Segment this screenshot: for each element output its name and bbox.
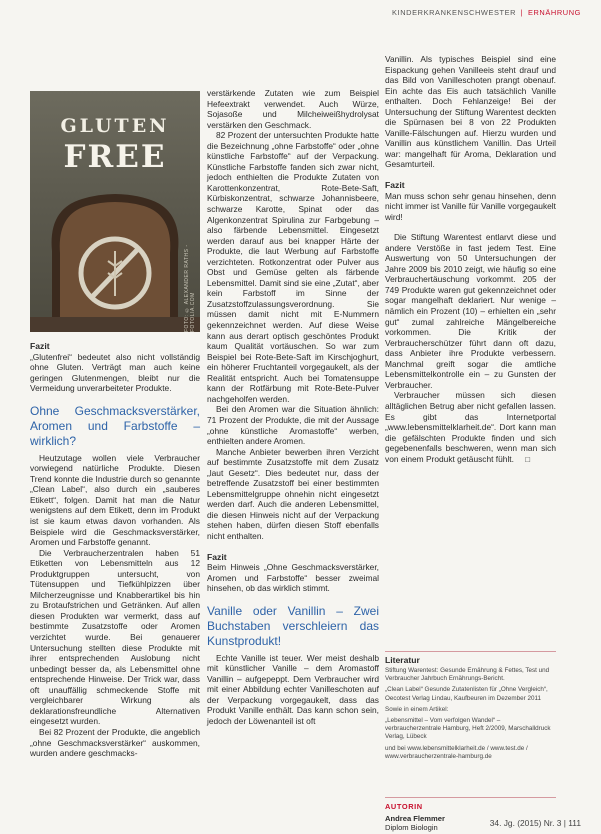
header-separator: | — [520, 8, 524, 17]
literature-item: Sowie in einem Artikel: — [385, 705, 449, 713]
literature-heading: Literatur — [385, 655, 420, 665]
fazit-label: Fazit — [385, 180, 405, 191]
gluten-free-photo — [30, 91, 200, 332]
paragraph: Vanillin. Als typisches Beispiel sind eine Eispackung gehen Vanilleeis steht drauf und das Bild von Vanilleschoten prangt obenauf. Ein achte das Eis auch tatsächlich Vanille enthalten. Doch Fehlanzeige! Bei der Untersuchung der Stiftung Warentest deckten die Spürnasen bei 8 von 22 Produkten Vanille-Fälschungen auf. Hierzu wurden und Vanillin aus künstlichem Vanillin. Das Urteil war: mangelhaft für Aroma, Deklaration und Gesamturteil. — [385, 54, 556, 170]
page-header — [392, 8, 581, 17]
column-1 — [30, 341, 200, 759]
literature-item: Stiftung Warentest: Gesunde Ernährung & Fettes, Test und Verbraucher Jahrbuch Ernährungs-Bericht. — [385, 667, 550, 683]
page-footer: 34. Jg. (2015) Nr. 3 | 111 — [489, 818, 581, 828]
paragraph: 82 Prozent der untersuchten Produkte hatte die Bezeichnung „ohne Farbstoffe“ oder „ohne künstliche Farbstoffe“ auf der Verpackung. Künstliche Farbstoffe fanden sich zwar nicht, jedoch enthielten die Produkte Zutaten von Karottenkonzentrat, Rote-Bete-Saft, Kürbiskonzentrat, schwarze Johannisbeere, schwarze Karotte, Spinat oder das Algenkonzentrat Spirulina zur Farbgebung – also färbende Lebensmittel. Eingesetzt werden darauf aus bei knapper Härte der Produkte, die laut Werbung auf Farbstoffe verzichteten. Rotkonzentrat oder Pulver aus Obst und Gemüse gelten als färbende Lebensmittel. Damit sind sie eine „Zutat“, aber kein Farbstoff im Sinne der Zusatzstoffzulassungsverordnung. Sie müssen damit nicht mit E-Nummern gekennzeichnet werden. Auf diese Weise kann aus derart optisch geschöntes Produkt kaum Qualität vortäuschen. So war zum Beispiel bei Rote-Bete-Saft im Kirschjoghurt, ein höherer Fruchtanteil vorgegaukelt, als der Realität entspricht. Auch bei Tomatensuppe kann der Rotfärbung mit Rote-Bete-Pulver nachgeholfen werden. — [207, 130, 379, 404]
paragraph-text: Verbraucher müssen sich diesen alltäglichen Betrug aber nicht gefallen lassen. Es gibt das Internetportal „www.lebensmittelklarheit.de“. Dort kann man die gefälschten Produkte finden und sich gegebenenfalls beschweren, wenn man sich von einem Produkt getäuscht fühlt. — [385, 390, 556, 464]
photo-text-free: FREE — [63, 139, 167, 175]
literature-item: „Lebensmittel – Vom verfolgen Wandel“ – verbraucherzentrale Hamburg, Heft 2/2009, Marschalldruck Verlag, Lübeck — [385, 717, 551, 741]
section-heading: Vanille oder Vanillin – Zwei Buchstaben verschleiern das Kunstprodukt! — [207, 603, 379, 648]
paragraph — [385, 390, 556, 465]
end-mark-icon: □ — [525, 454, 531, 464]
author-block — [385, 814, 445, 832]
fazit-label: Fazit — [207, 551, 227, 562]
divider — [385, 651, 556, 652]
paragraph: Heutzutage wollen viele Verbraucher vorwiegend natürliche Produkte. Diesen Trend konnte die Industrie durch so genannte „Clean Label“, also durch ein „sauberes Etikett“, folgen. Damit hat man die Natur wenigstens auf dem Etikett, denn im Produkt ist sie kaum etwas davon vorhanden. Als Beispiele wird die Geschmacksverstärker, Aromen und Farbstoffe genannt. — [30, 452, 200, 548]
literature-item: „Clean Label“ Gesunde Zutatenlisten für „Ohne Vergleich“, Oecotest Verlag Lindau, Kaufbeuren im Dezember 2011 — [385, 686, 548, 702]
section-heading: Ohne Geschmacksverstärker, Aromen und Farbstoffe – wirklich? — [30, 403, 200, 448]
paragraph: verstärkende Zutaten wie zum Beispiel Hefeextrakt verwendet. Auch Würze, Sojasoße und Milcheiweißhydrolysat verstärken den Geschmack. — [207, 88, 379, 130]
author-title: Diplom Biologin — [385, 823, 438, 832]
header-section: KINDERKRANKENSCHWESTER — [392, 8, 517, 17]
literature-item: und bei www.lebensmittelklarheit.de / www.test.de / www.verbraucherzentrale-hamburg.de — [385, 744, 528, 760]
photo-credit: FOTO: © ALEXANDER RATHS - FOTOLIA.COM — [184, 244, 196, 332]
author-label: AUTORIN — [385, 802, 423, 811]
paragraph: Man muss schon sehr genau hinsehen, denn nicht immer ist Vanille für Vanille vorgegaukelt wird! — [385, 190, 556, 222]
paragraph: Bei 82 Prozent der Produkte, die angeblich „ohne Geschmacksverstärker“ auskommen, wurden andere geschmacks- — [30, 726, 200, 759]
paragraph: Manche Anbieter bewerben ihren Verzicht auf bestimmte Zusatzstoffe mit dem Zusatz „laut Gesetz“. Dies bedeutet nur, dass der betreffende Zusatzstoff bei einer bestimmten Lebensmittelgruppe ohnehin nicht eingesetzt werden darf. Auch die anderen Lebensmittel, die diesen Hinweis nicht auf der Verpackung stehen haben, dürfen diesen Stoff ebenfalls nicht enthalten. — [207, 446, 379, 541]
divider — [385, 797, 556, 798]
paragraph: Die Verbraucherzentralen haben 51 Etiketten von Lebensmitteln aus 12 Produktgruppen untersucht, von Tütensuppen und Tiefkühlpizzen über Milcherzeugnisse und Knabberartikel bis hin zu Brotaufstrichen und Getränken. Auf allen diesen Produkten war vermerkt, dass auf bestimmte Zusatzstoffe oder Aromen verzichtet wurde. Bei genauerer Untersuchung stellten diese Produkte mit ihrer entsprechenden Auslobung nicht unbedingt besser da, als Lebensmittel ohne entsprechende Hinweise. Der Trick war, dass oft unauffällig schmeckende Stoffe mit vergleichbarer Wirkung als deklarationsfreundliche Alternativen eingesetzt wurden. — [30, 547, 200, 727]
fazit-label: Fazit — [30, 341, 50, 351]
header-category: ERNÄHRUNG — [527, 8, 581, 17]
paragraph: „Glutenfrei“ bedeutet also nicht vollständig ohne Gluten. Verträgt man auch keine geringen Glutenmengen, bleibt nur die Vermeidung unverarbeiteter Produkte. — [30, 351, 200, 394]
paragraph: Bei den Aromen war die Situation ähnlich: 71 Prozent der Produkte, die mit der Aussage „ohne künstliche Aromastoffe“ werben, enthielten andere Aromen. — [207, 404, 379, 447]
column-2 — [207, 88, 379, 727]
column-3 — [385, 54, 556, 465]
paragraph: Beim Hinweis „Ohne Geschmacksverstärker, Aromen und Farbstoffe“ besser zweimal hinsehen, ob das wirklich stimmt. — [207, 562, 379, 594]
literature-list — [385, 667, 556, 764]
photo-text-gluten: GLUTEN — [60, 115, 170, 137]
paragraph: Echte Vanille ist teuer. Wer meist deshalb mit künstlicher Vanille – dem Aromastoff Vanillin – aufgepeppt. Dem Verbraucher wird mit einer Abbildung echter Vanilleschoten auf der Verpackung vorgegaukelt, dass das Produkt Vanille enthält. Das kann schon sein, jedoch der Löwenanteil ist oft — [207, 652, 379, 726]
author-name: Andrea Flemmer — [385, 814, 445, 823]
paragraph: Die Stiftung Warentest entlarvt diese und andere Verstöße in fast jedem Test. Eine Auswertung von 50 Untersuchungen der Jahre 2009 bis 2010 zeigt, wie häufig so eine Verbrauchertäuschung vorkommt. 205 der 749 Produkte waren gut gekennzeichnet oder sogar mangelhaft deklariert. Nur wenige – nämlich ein Prozent (10) – erhielten ein „sehr gut“ zumal zahlreiche Mängelbereiche vorkommen. Die Kritik der Verbraucherschützer führt dann oft dazu, dass Anbieter ihre Produkte verbessern. Manchmal greift sogar die amtliche Lebensmittelkontrolle ein – zu Gunsten der Verbraucher. — [385, 232, 556, 390]
